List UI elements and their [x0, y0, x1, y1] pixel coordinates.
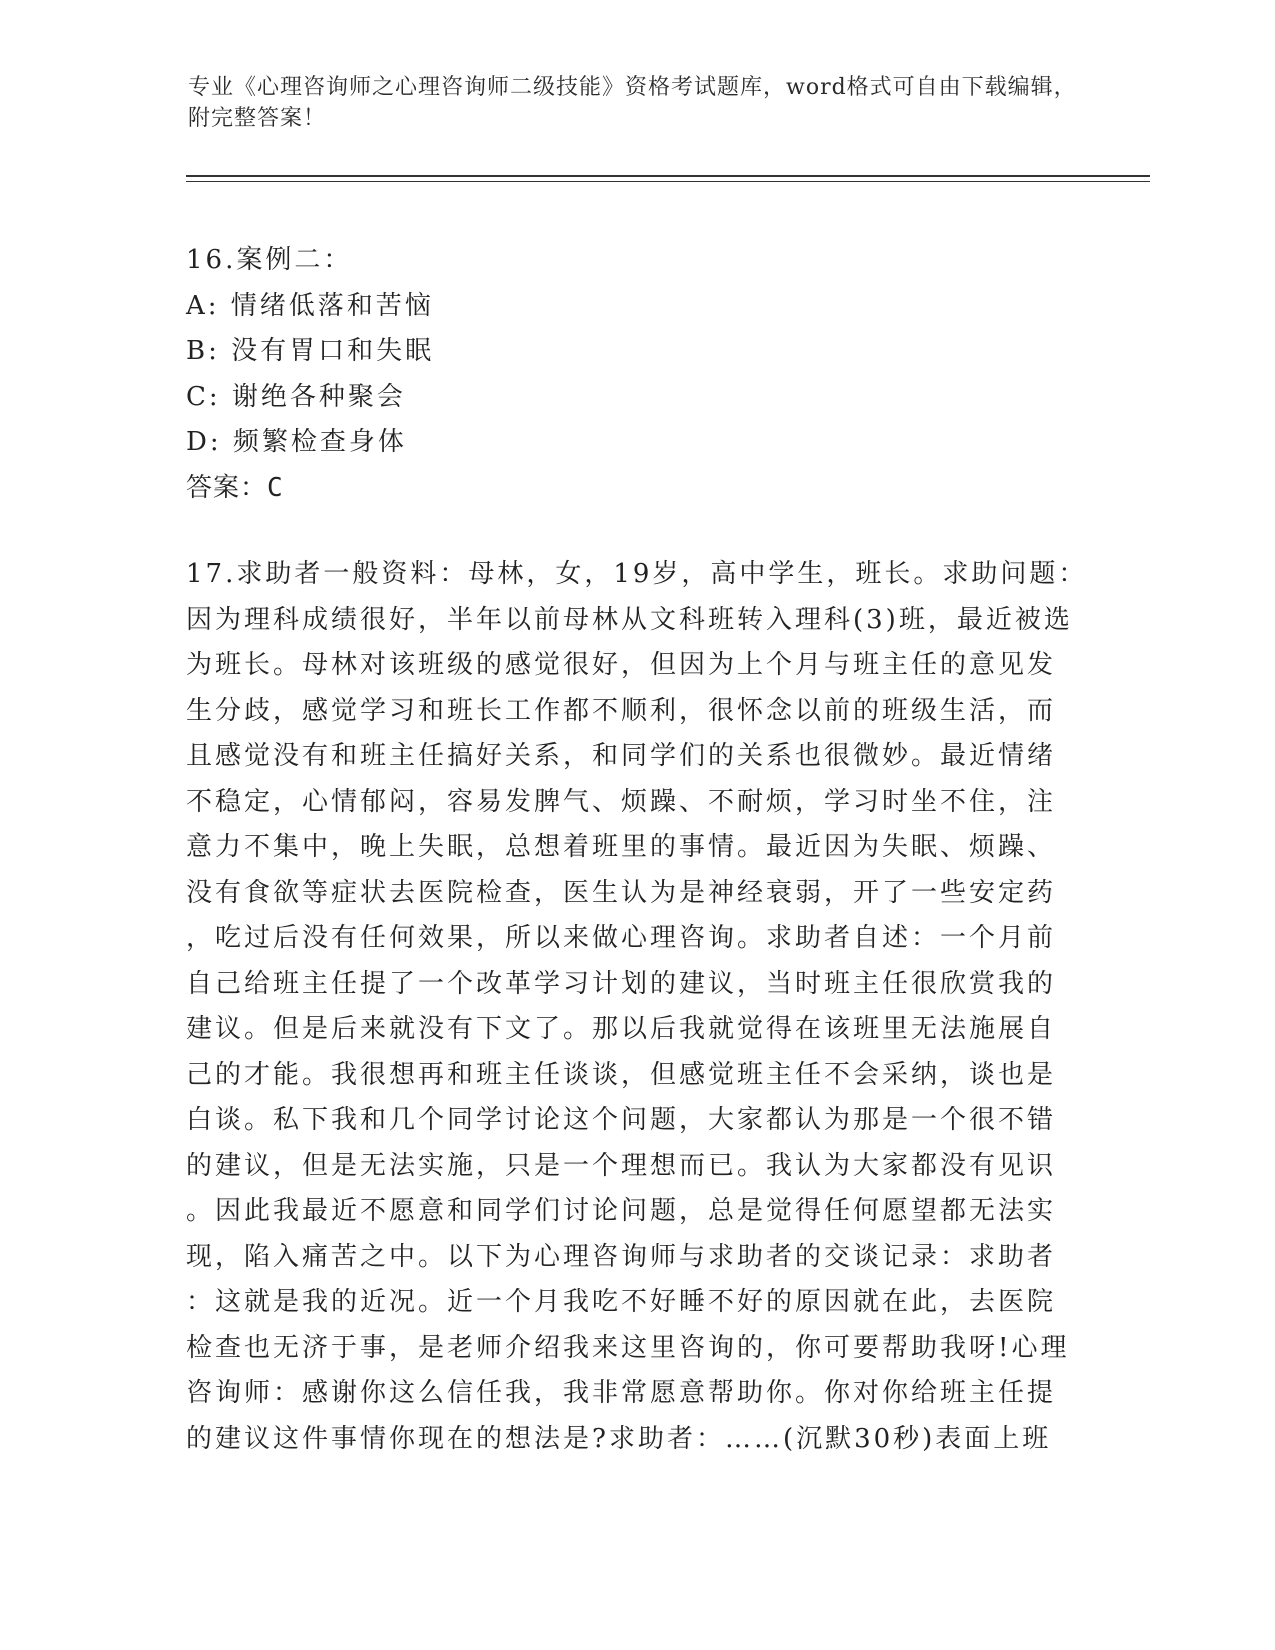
question-17-line: 检查也无济于事，是老师介绍我来这里咨询的，你可要帮助我呀!心理: [186, 1332, 1070, 1363]
question-16: [186, 238, 1066, 511]
question-stem: 16.案例二：: [186, 245, 353, 275]
answer-value: C: [267, 472, 284, 503]
question-17-line: 现，陷入痛苦之中。以下为心理咨询师与求助者的交谈记录：求助者: [186, 1241, 1057, 1272]
question-17-line: 。因此我最近不愿意和同学们讨论问题，总是觉得任何愿望都无法实: [186, 1196, 1057, 1226]
question-17-line: 建议。但是后来就没有下文了。那以后我就觉得在该班里无法施展自: [186, 1014, 1057, 1044]
question-17-line: 意力不集中，晚上失眠，总想着班里的事情。最近因为失眠、烦躁、: [186, 832, 1057, 862]
question-17-line: 自己给班主任提了一个改革学习计划的建议，当时班主任很欣赏我的: [186, 968, 1057, 999]
option-d: D: 频繁检查身体: [186, 427, 407, 457]
question-17-line: 为班长。母林对该班级的感觉很好，但因为上个月与班主任的意见发: [186, 650, 1057, 680]
question-17-line: 白谈。私下我和几个同学讨论这个问题，大家都认为那是一个很不错: [186, 1105, 1057, 1135]
option-a: A: 情绪低落和苦恼: [186, 290, 434, 321]
answer-line: [186, 466, 1066, 512]
question-17-line: ：这就是我的近况。近一个月我吃不好睡不好的原因就在此，去医院: [186, 1287, 1057, 1317]
option-b: B: 没有胃口和失眠: [186, 336, 435, 366]
question-17-line: 17.求助者一般资料：母林，女，19岁，高中学生，班长。求助问题：: [186, 559, 1088, 589]
page-header: 专业《心理咨询师之心理咨询师二级技能》资格考试题库，word格式可自由下载编辑，附完整答案！: [188, 75, 1077, 131]
question-17-line: 没有食欲等症状去医院检查，医生认为是神经衰弱，开了一些安定药: [186, 877, 1057, 908]
question-17-line: 咨询师：感谢你这么信任我，我非常愿意帮助你。你对你给班主任提: [186, 1378, 1057, 1408]
question-17-line: 且感觉没有和班主任搞好关系，和同学们的关系也很微妙。最近情绪: [186, 741, 1057, 771]
question-17: [186, 552, 1088, 1462]
question-17-line: 因为理科成绩很好，半年以前母林从文科班转入理科(3)班，最近被选: [186, 604, 1073, 635]
option-c: C: 谢绝各种聚会: [186, 381, 406, 412]
question-17-line: 生分歧，感觉学习和班长工作都不顺利，很怀念以前的班级生活，而: [186, 695, 1057, 726]
question-17-line: ，吃过后没有任何效果，所以来做心理咨询。求助者自述：一个月前: [186, 923, 1057, 953]
header-rule-thin: [186, 181, 1150, 182]
question-17-line: 己的才能。我很想再和班主任谈谈，但感觉班主任不会采纳，谈也是: [186, 1059, 1057, 1090]
header-rule-thick: [186, 175, 1150, 177]
answer-label: 答案：: [186, 472, 268, 503]
question-17-line: 不稳定，心情郁闷，容易发脾气、烦躁、不耐烦，学习时坐不住，注: [186, 786, 1057, 817]
question-17-line: 的建议，但是无法实施，只是一个理想而已。我认为大家都没有见识: [186, 1150, 1057, 1181]
question-17-line: 的建议这件事情你现在的想法是?求助者：……(沉默30秒)表面上班: [186, 1423, 1052, 1454]
